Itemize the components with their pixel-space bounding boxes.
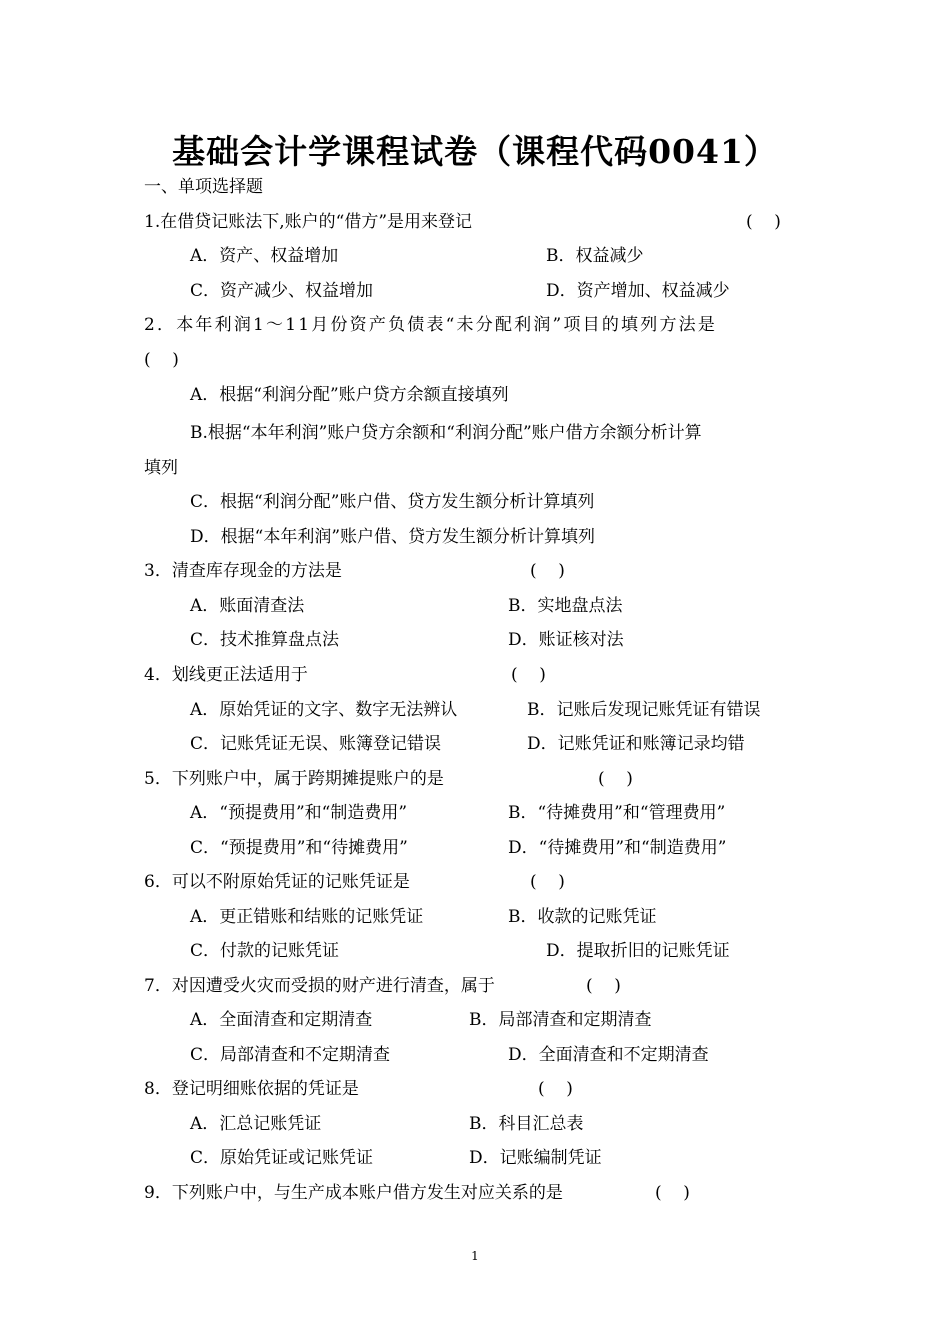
question-7-stem: 7．对因遭受火灾而受损的财产进行清查，属于 xyxy=(144,976,495,996)
question-2-option-b-continued: 填列 xyxy=(144,458,178,478)
question-6-option-b: B．收款的记账凭证 xyxy=(508,907,657,927)
question-6-option-d: D．提取折旧的记账凭证 xyxy=(546,941,730,961)
question-6-option-c: C．付款的记账凭证 xyxy=(190,941,340,961)
question-5-answer-blank: ( ) xyxy=(598,769,633,789)
question-6-answer-blank: ( ) xyxy=(530,872,565,892)
question-4-option-a: A．原始凭证的文字、数字无法辨认 xyxy=(190,700,458,720)
question-7-answer-blank: ( ) xyxy=(586,976,621,996)
question-1-stem: 1.在借贷记账法下,账户的“借方”是用来登记 xyxy=(144,212,473,232)
section-heading: 一、单项选择题 xyxy=(144,177,263,197)
page-number: 1 xyxy=(471,1249,479,1263)
question-4-stem: 4．划线更正法适用于 xyxy=(144,665,308,685)
question-3-option-d: D．账证核对法 xyxy=(508,630,624,650)
question-1-option-d: D．资产增加、权益减少 xyxy=(546,281,730,301)
question-5-option-d: D．“待摊费用”和“制造费用” xyxy=(508,838,727,858)
question-4-option-d: D．记账凭证和账簿记录均错 xyxy=(527,734,745,754)
question-8-option-c: C．原始凭证或记账凭证 xyxy=(190,1148,374,1168)
question-3-option-b: B．实地盘点法 xyxy=(508,596,623,616)
question-4-option-c: C．记账凭证无误、账簿登记错误 xyxy=(190,734,442,754)
question-9-answer-blank: ( ) xyxy=(655,1183,690,1203)
question-5-stem: 5．下列账户中，属于跨期摊提账户的是 xyxy=(144,769,444,789)
question-7-option-d: D．全面清查和不定期清查 xyxy=(508,1045,709,1065)
question-2-stem: 2．本年利润1～11月份资产负债表“未分配利润”项目的填列方法是 xyxy=(144,315,718,335)
question-5-option-b: B．“待摊费用”和“管理费用” xyxy=(508,803,726,823)
question-1-option-a: A．资产、权益增加 xyxy=(190,246,339,266)
question-8-option-d: D．记账编制凭证 xyxy=(469,1148,602,1168)
question-3-stem: 3．清查库存现金的方法是 xyxy=(144,561,342,581)
question-1-answer-blank: ( ) xyxy=(746,212,781,232)
page-title: 基础会计学课程试卷（课程代码0041） xyxy=(172,132,778,171)
question-8-answer-blank: ( ) xyxy=(538,1079,573,1099)
question-3-option-a: A．账面清查法 xyxy=(190,596,305,616)
question-5-option-a: A．“预提费用”和“制造费用” xyxy=(190,803,408,823)
question-2-option-d: D．根据“本年利润”账户借、贷方发生额分析计算填列 xyxy=(190,527,596,547)
question-2-answer-blank: ( ) xyxy=(144,350,179,370)
question-6-option-a: A．更正错账和结账的记账凭证 xyxy=(190,907,424,927)
question-4-option-b: B．记账后发现记账凭证有错误 xyxy=(527,700,761,720)
question-2-option-a: A．根据“利润分配”账户贷方余额直接填列 xyxy=(190,385,509,405)
question-7-option-b: B．局部清查和定期清查 xyxy=(469,1010,652,1030)
question-2-option-c: C．根据“利润分配”账户借、贷方发生额分析计算填列 xyxy=(190,492,595,512)
question-2-option-b: B.根据“本年利润”账户贷方余额和“利润分配”账户借方余额分析计算 xyxy=(190,423,702,443)
question-8-option-a: A．汇总记账凭证 xyxy=(190,1114,322,1134)
question-1-option-b: B．权益减少 xyxy=(546,246,644,266)
question-7-option-a: A．全面清查和定期清查 xyxy=(190,1010,373,1030)
question-3-option-c: C．技术推算盘点法 xyxy=(190,630,340,650)
question-4-answer-blank: ( ) xyxy=(511,665,546,685)
question-9-stem: 9．下列账户中，与生产成本账户借方发生对应关系的是 xyxy=(144,1183,563,1203)
question-1-option-c: C．资产减少、权益增加 xyxy=(190,281,374,301)
question-8-stem: 8．登记明细账依据的凭证是 xyxy=(144,1079,359,1099)
question-8-option-b: B．科目汇总表 xyxy=(469,1114,584,1134)
question-7-option-c: C．局部清查和不定期清查 xyxy=(190,1045,391,1065)
question-5-option-c: C．“预提费用”和“待摊费用” xyxy=(190,838,408,858)
question-3-answer-blank: ( ) xyxy=(530,561,565,581)
question-6-stem: 6．可以不附原始凭证的记账凭证是 xyxy=(144,872,410,892)
